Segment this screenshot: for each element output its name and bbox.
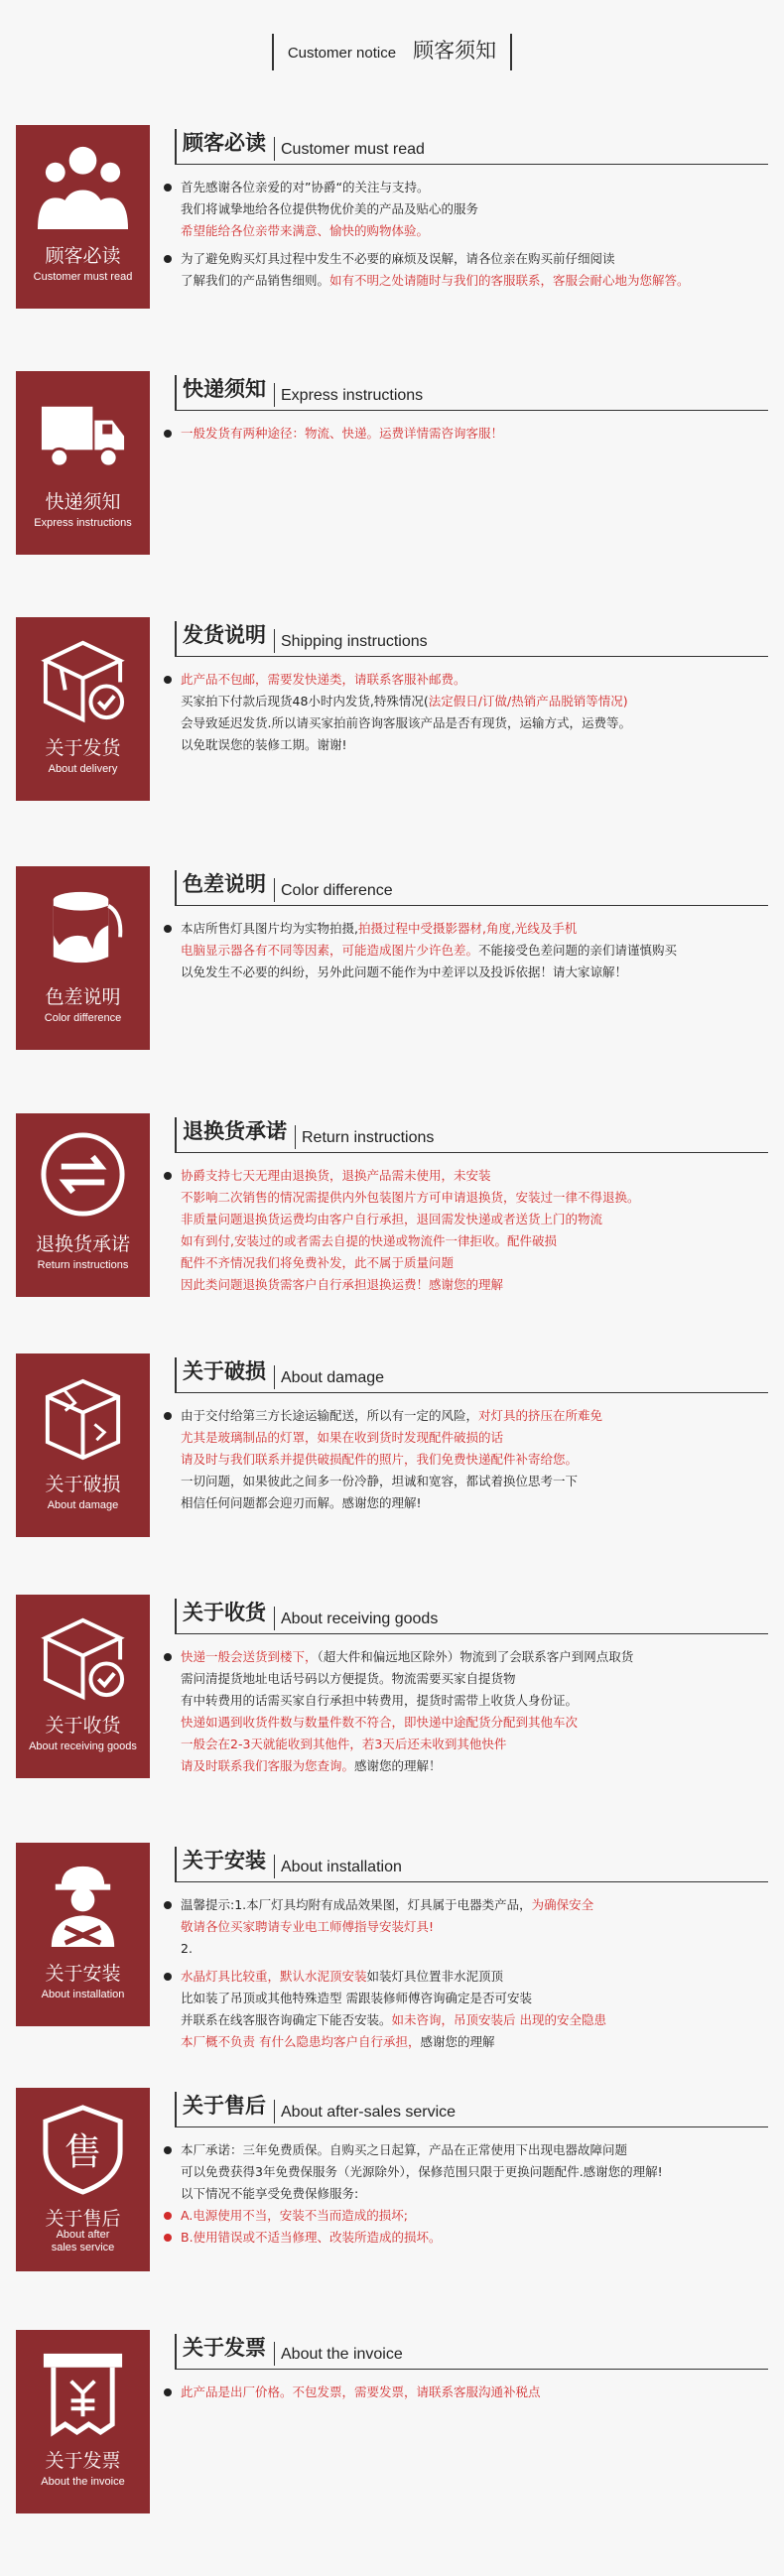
text-segment: A.电源使用不当，安装不当而造成的损坏; <box>181 2208 409 2223</box>
section-badge <box>16 2330 150 2513</box>
text-line <box>161 1405 768 1427</box>
text-segment: 一般发货有两种途径：物流、快递。运费详情需咨询客服！ <box>181 426 504 441</box>
text-segment: 因此类问题退换货需客户自行承担退换运费！感谢您的理解 <box>181 1277 504 1292</box>
text-line <box>161 1449 768 1471</box>
text-line <box>161 1427 768 1449</box>
text-segment: 水晶灯具比较重，默认水泥顶安装 <box>181 1969 367 1984</box>
text-segment: 2. <box>181 1941 193 1956</box>
text-segment: 本厂承诺：三年免费质保。自购买之日起算，产品在正常使用下出现电器故障问题 <box>181 2142 628 2157</box>
text-segment: 感谢您的理解 <box>420 2034 495 2049</box>
heading-title: 快递须知 <box>183 377 266 401</box>
text-segment: 非质量问题退换货运费均由客户自行承担，退回需发快递或者送货上门的物流 <box>181 1212 603 1226</box>
text-segment: 我们将诚挚地给各位提供物优价美的产品及贴心的服务 <box>181 201 479 216</box>
text-segment: 以下情况不能享受免费保修服务: <box>181 2186 359 2201</box>
box-check-icon <box>36 631 130 725</box>
text-line <box>161 2139 768 2161</box>
svg-text:售: 售 <box>64 2129 102 2174</box>
text-line <box>161 2205 768 2227</box>
text-segment: 感谢您的理解！ <box>354 1758 442 1773</box>
heading-bar <box>175 870 177 906</box>
heading-title: 关于售后 <box>183 2094 266 2118</box>
badge-title: 关于安装 <box>45 1963 121 1985</box>
badge-title: 关于发货 <box>45 737 121 759</box>
text-segment: 拍摄过程中受摄影器材,角度,光线及手机 <box>357 921 578 936</box>
text-segment: 希望能给各位亲带来满意、愉快的购物体验。 <box>181 223 430 238</box>
heading-separator <box>274 1607 275 1630</box>
text-segment: （超大件和偏远地区除外）物流到了会联系客户到网点取货 <box>317 1649 634 1664</box>
text-line <box>161 962 768 983</box>
section-8 <box>0 2088 784 2276</box>
section-heading <box>175 1843 768 1882</box>
heading-title: 关于破损 <box>183 1359 266 1383</box>
text-line <box>161 1471 768 1492</box>
page-title-zh: 顾客须知 <box>413 39 497 63</box>
section-heading <box>175 371 768 411</box>
heading-subtitle: About installation <box>281 1859 402 1875</box>
worker-icon <box>36 1857 130 1951</box>
badge-subtitle: Express instructions <box>34 517 132 529</box>
heading-subtitle: Return instructions <box>302 1129 435 1146</box>
text-segment: 对灯具的挤压在所难免 <box>478 1408 603 1423</box>
paragraph <box>161 1966 768 2053</box>
text-line <box>161 2031 768 2053</box>
heading-separator <box>274 2342 275 2366</box>
text-line <box>161 669 768 691</box>
badge-subtitle: About damage <box>47 1499 119 1511</box>
text-line <box>161 1966 768 1988</box>
heading-separator <box>274 629 275 653</box>
text-segment: 相信任何问题都会迎刃而解。感谢您的理解! <box>181 1495 422 1510</box>
section-body <box>161 1894 768 2053</box>
bullet-icon <box>164 676 172 684</box>
shield-sale-icon <box>36 2102 130 2196</box>
badge-subtitle: Customer must read <box>33 271 133 283</box>
heading-subtitle: Express instructions <box>281 387 424 404</box>
text-segment: 需问清提货地址电话号码以方便提货。物流需要买家自提货物 <box>181 1671 516 1686</box>
section-badge <box>16 125 150 309</box>
text-segment: 如有不明之处请随时与我们的客服联系，客服会耐心地为您解答。 <box>329 273 690 288</box>
text-line <box>161 248 768 270</box>
bullet-icon <box>164 1172 172 1180</box>
text-segment: 以免发生不必要的纠纷，另外此问题不能作为中差评以及投诉依据！请大家谅解！ <box>181 965 628 979</box>
text-line <box>161 2183 768 2205</box>
text-line <box>161 1668 768 1690</box>
heading-bar <box>175 621 177 657</box>
bullet-icon <box>164 1412 172 1420</box>
heading-separator <box>295 1125 296 1149</box>
section-heading <box>175 866 768 906</box>
section-badge <box>16 1113 150 1297</box>
text-line <box>161 270 768 292</box>
badge-title: 退换货承诺 <box>35 1233 130 1255</box>
bullet-icon <box>164 925 172 933</box>
bullet-icon <box>164 2146 172 2154</box>
text-line <box>161 1274 768 1296</box>
text-segment: 首先感谢各位亲爱的对”协爵“的关注与支持。 <box>181 180 430 194</box>
text-line <box>161 940 768 962</box>
text-segment: 了解我们的产品销售细则。 <box>181 273 330 288</box>
heading-subtitle: About after-sales service <box>281 2104 457 2121</box>
paragraph <box>161 2227 768 2249</box>
text-line <box>161 198 768 220</box>
heading-bar <box>175 2334 177 2370</box>
section-badge <box>16 1595 150 1778</box>
truck-icon <box>36 385 130 479</box>
section-badge <box>16 866 150 1050</box>
text-line <box>161 423 768 445</box>
text-line <box>161 177 768 198</box>
text-line <box>161 1165 768 1187</box>
section-9 <box>0 2330 784 2518</box>
text-segment: 此产品不包邮，需要发快递类，请联系客服补邮费。 <box>181 672 466 687</box>
damaged-box-icon <box>36 1367 130 1462</box>
badge-subtitle: About receiving goods <box>29 1740 137 1752</box>
heading-subtitle: About damage <box>281 1369 385 1386</box>
section-body <box>161 423 768 445</box>
paragraph <box>161 918 768 983</box>
bullet-icon <box>164 1901 172 1909</box>
text-segment: 一般会在2-3天就能收到其他件，若3天后还未收到其他快件 <box>181 1737 507 1751</box>
invoice-icon <box>36 2344 130 2438</box>
text-segment: 法定假日/订做/热销产品脱销等情况) <box>428 694 628 708</box>
section-1 <box>0 371 784 560</box>
text-segment: 尤其是玻璃制品的灯罩，如果在收到货时发现配件破损的话 <box>181 1430 504 1445</box>
section-7 <box>0 1843 784 2049</box>
page-title <box>0 34 784 70</box>
section-3 <box>0 866 784 1055</box>
text-line <box>161 1734 768 1755</box>
text-line <box>161 1755 768 1777</box>
heading-subtitle: About receiving goods <box>281 1610 439 1627</box>
badge-subtitle: Return instructions <box>37 1259 129 1271</box>
text-line <box>161 1646 768 1668</box>
text-segment: 由于交付给第三方长途运输配送，所以有一定的风险， <box>181 1408 479 1423</box>
badge-title: 关于售后 <box>45 2208 121 2230</box>
text-line <box>161 1988 768 2009</box>
heading-title: 色差说明 <box>183 872 266 896</box>
badge-title: 顾客必读 <box>45 245 121 267</box>
section-6 <box>0 1595 784 1783</box>
bullet-icon <box>164 430 172 438</box>
section-0 <box>0 125 784 314</box>
heading-separator <box>274 878 275 902</box>
text-segment: 如装灯具位置非水泥顶顶 <box>366 1969 504 1984</box>
text-segment: 如有到付,安装过的或者需去自提的快递或物流件一律拒收。配件破损 <box>181 1233 557 1248</box>
section-badge <box>16 1843 150 2026</box>
paragraph <box>161 177 768 242</box>
paragraph <box>161 1894 768 1960</box>
text-segment: 为了避免购买灯具过程中发生不必要的麻烦及误解，请各位亲在购买前仔细阅读 <box>181 251 615 266</box>
badge-title: 关于收货 <box>45 1715 121 1737</box>
section-body <box>161 918 768 983</box>
badge-subtitle: About the invoice <box>41 2476 125 2488</box>
heading-bar <box>175 2092 177 2127</box>
section-body <box>161 669 768 756</box>
heading-separator <box>274 1365 275 1389</box>
section-body <box>161 2382 768 2403</box>
bullet-icon <box>164 1973 172 1981</box>
heading-title: 顾客必读 <box>183 131 266 155</box>
text-segment: 请及时与我们联系并提供破损配件的照片，我们免费快递配件补寄给您。 <box>181 1452 579 1467</box>
text-segment: B.使用错误或不适当修理、改装所造成的损坏。 <box>181 2230 442 2245</box>
text-segment: 并联系在线客服咨询确定下能否安装。 <box>181 2012 392 2027</box>
text-line <box>161 2161 768 2183</box>
text-segment: 温馨提示:1.本厂灯具均附有成品效果图，灯具属于电器类产品， <box>181 1897 532 1912</box>
badge-title: 色差说明 <box>45 986 121 1008</box>
text-line <box>161 918 768 940</box>
section-body <box>161 177 768 292</box>
text-line <box>161 691 768 712</box>
heading-bar <box>175 1357 177 1393</box>
badge-subtitle: About delivery <box>48 763 118 775</box>
paragraph <box>161 1165 768 1296</box>
heading-subtitle: Shipping instructions <box>281 633 428 650</box>
text-segment: 配件不齐情况我们将免费补发，此不属于质量问题 <box>181 1255 455 1270</box>
text-segment: 一切问题，如果彼此之间多一份冷静，坦诚和宽容，都试着换位思考一下 <box>181 1474 579 1488</box>
text-segment: 为确保安全 <box>531 1897 594 1912</box>
paragraph <box>161 2382 768 2403</box>
bullet-icon <box>164 1653 172 1661</box>
text-segment: 协爵支持七天无理由退换货，退换产品需未使用，未安装 <box>181 1168 491 1183</box>
section-5 <box>0 1353 784 1542</box>
text-line <box>161 220 768 242</box>
text-segment: 本店所售灯具图片均为实物拍摄, <box>181 921 358 936</box>
heading-bar <box>175 1847 177 1882</box>
section-heading <box>175 1113 768 1153</box>
heading-subtitle: Color difference <box>281 882 393 899</box>
heading-bar <box>175 1599 177 1634</box>
bullet-icon <box>164 2388 172 2396</box>
text-segment: 快递一般会送货到楼下， <box>181 1649 318 1664</box>
paragraph <box>161 248 768 292</box>
text-segment: 不影响二次销售的情况需提供内外包装图片方可申请退换货，安装过一律不得退换。 <box>181 1190 640 1205</box>
badge-subtitle: About installation <box>41 1989 125 2000</box>
heading-separator <box>274 2100 275 2124</box>
section-4 <box>0 1113 784 1302</box>
text-line <box>161 1712 768 1734</box>
return-icon <box>36 1127 130 1222</box>
page-title-en: Customer notice <box>287 45 397 62</box>
paragraph <box>161 669 768 756</box>
bullet-icon <box>164 184 172 192</box>
paragraph <box>161 2139 768 2205</box>
text-line <box>161 2227 768 2249</box>
heading-subtitle: Customer must read <box>281 141 425 158</box>
paragraph <box>161 423 768 445</box>
paragraph <box>161 1405 768 1514</box>
section-badge <box>16 2088 150 2271</box>
text-line <box>161 2382 768 2403</box>
section-heading <box>175 2088 768 2127</box>
bullet-icon <box>164 2234 172 2242</box>
text-segment: 可以免费获得3年免费保服务（光源除外），保修范围只限于更换问题配件.感谢您的理解! <box>181 2164 663 2179</box>
box-check-icon <box>36 1609 130 1703</box>
heading-subtitle: About the invoice <box>281 2346 403 2363</box>
heading-bar <box>175 1117 177 1153</box>
text-segment: 敬请各位买家聘请专业电工师傅指导安装灯具! <box>181 1919 435 1934</box>
badge-title: 关于破损 <box>45 1474 121 1495</box>
heading-title: 关于收货 <box>183 1601 266 1624</box>
section-heading <box>175 617 768 657</box>
bullet-icon <box>164 2212 172 2220</box>
heading-title: 发货说明 <box>183 623 266 647</box>
text-line <box>161 1894 768 1916</box>
text-line <box>161 1690 768 1712</box>
text-line <box>161 1209 768 1230</box>
heading-bar <box>175 129 177 165</box>
text-line <box>161 712 768 734</box>
heading-title: 关于发票 <box>183 2336 266 2360</box>
text-line <box>161 1187 768 1209</box>
badge-subtitle: About after sales service <box>51 2229 115 2254</box>
text-line <box>161 1938 768 1960</box>
section-heading <box>175 1595 768 1634</box>
badge-subtitle: Color difference <box>44 1012 122 1024</box>
section-badge <box>16 617 150 801</box>
text-segment: 本厂概不负责 有什么隐患均客户自行承担， <box>181 2034 421 2049</box>
text-segment: 有中转费用的话需买家自行承担中转费用，提货时需带上收货人身份证。 <box>181 1693 579 1708</box>
text-segment: 以免耽误您的装修工期。谢谢! <box>181 737 347 752</box>
section-body <box>161 1646 768 1777</box>
section-heading <box>175 125 768 165</box>
section-2 <box>0 617 784 806</box>
text-segment: 电脑显示器各有不同等因素，可能造成图片少许色差。 <box>181 943 479 958</box>
text-line <box>161 1252 768 1274</box>
badge-title: 关于发票 <box>45 2450 121 2472</box>
heading-title: 退换货承诺 <box>183 1119 287 1143</box>
section-body <box>161 2139 768 2249</box>
bullet-icon <box>164 255 172 263</box>
section-body <box>161 1165 768 1296</box>
text-segment: 如未咨询，吊顶安装后 出现的安全隐患 <box>391 2012 606 2027</box>
paragraph <box>161 2205 768 2227</box>
text-line <box>161 734 768 756</box>
text-segment: 不能接受色差问题的亲们请谨慎购买 <box>478 943 678 958</box>
text-segment: 快递如遇到收货件数与数量件数不符合，即快递中途配货分配到其他车次 <box>181 1715 579 1730</box>
heading-separator <box>274 1855 275 1878</box>
section-badge <box>16 1353 150 1537</box>
badge-title: 快递须知 <box>45 491 121 513</box>
text-segment: 请及时联系我们客服为您查询。 <box>181 1758 355 1773</box>
text-line <box>161 1916 768 1938</box>
section-badge <box>16 371 150 555</box>
section-heading <box>175 2330 768 2370</box>
heading-separator <box>274 137 275 161</box>
text-segment: 比如装了吊顶或其他特殊造型 需跟装修师傅咨询确定是否可安装 <box>181 1991 532 2005</box>
heading-separator <box>274 383 275 407</box>
text-segment: 此产品是出厂价格。不包发票，需要发票，请联系客服沟通补税点 <box>181 2384 541 2399</box>
text-line <box>161 1230 768 1252</box>
paint-bucket-icon <box>36 880 130 974</box>
text-line <box>161 2009 768 2031</box>
text-line <box>161 1492 768 1514</box>
heading-title: 关于安装 <box>183 1849 266 1872</box>
section-body <box>161 1405 768 1514</box>
text-segment: 买家拍下付款后现货48小时内发货,特殊情况( <box>181 694 429 708</box>
text-segment: 会导致延迟发货.所以请买家拍前咨询客服该产品是否有现货，运输方式，运费等。 <box>181 715 631 730</box>
people-icon <box>36 139 130 233</box>
paragraph <box>161 1646 768 1777</box>
section-heading <box>175 1353 768 1393</box>
heading-bar <box>175 375 177 411</box>
